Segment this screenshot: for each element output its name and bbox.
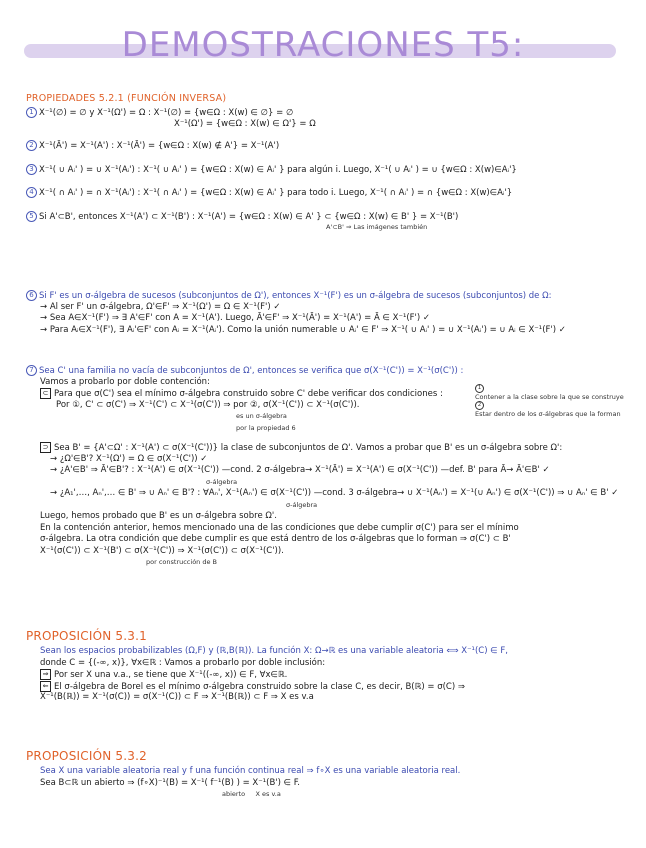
prop-7-intro: Vamos a probarlo por doble contención: xyxy=(40,376,210,387)
prop-531-section xyxy=(26,628,508,704)
prop-531-heading: PROPOSICIÓN 5.3.1 xyxy=(26,629,147,643)
prop-531-line-2: donde C = {(-∞, x)}, ∀x∈ℝ : Vamos a probarlo por doble inclusión: xyxy=(40,657,326,668)
num-1-icon: 1 xyxy=(26,107,37,118)
num-6-icon: 6 xyxy=(26,290,37,301)
num-2-icon: 2 xyxy=(26,140,37,151)
prop-3: 3 X⁻¹( ∪ Aᵢ' ) = ∪ X⁻¹(Aᵢ') : X⁻¹( ∪ Aᵢ' ) = {w∈Ω : X(w) ∈ Aᵢ' } para algún i. Luego, X⁻¹( ∪ Aᵢ' ) = ∪ {w∈Ω : X(w)∈Aᵢ'} xyxy=(26,164,517,176)
prop-5-note: A'⊂B' ⇒ Las imágenes también xyxy=(326,223,428,231)
contention-2: ⊃ Sea B' = {A'⊂Ω' : X⁻¹(A') ⊂ σ(X⁻¹(C'))} la clase de subconjuntos de Ω'. Vamos a probar que B' es un σ-álgebra sobre Ω': xyxy=(26,442,618,454)
num-7-icon: 7 xyxy=(26,365,37,376)
conditions-note xyxy=(475,384,624,418)
prop-532-notes xyxy=(26,789,460,801)
contention-2-note-a: σ-álgebra xyxy=(206,477,238,486)
num-3-icon: 3 xyxy=(26,164,37,175)
prop-6-line-1: → Al ser F' un σ-álgebra, Ω'∈F' ⇒ X⁻¹(Ω') = Ω ∈ X⁻¹(F') ✓ xyxy=(40,301,281,312)
condition-1: 1 Contener a la clase sobre la que se construye xyxy=(475,385,624,401)
supset-box-icon: ⊃ xyxy=(40,442,51,453)
prop-532-line-1: Sea X una variable aleatoria real y f una función continua real ⇒ f∘X es una variable aleatoria real. xyxy=(40,766,461,776)
contention-1-proof: Por ①, C' ⊂ σ(C') ⇒ X⁻¹(C') ⊂ X⁻¹(σ(C')) ⇒ por ②, σ(X⁻¹(C')) ⊂ X⁻¹(σ(C')). xyxy=(56,399,360,410)
condition-2: 2 Estar dentro de los σ-álgebras que la forman xyxy=(475,402,621,418)
circle-1-icon: 1 xyxy=(475,384,484,393)
properties-section xyxy=(26,92,517,234)
contention-1: ⊂ Para que σ(C') sea el mínimo σ-álgebra construido sobre C' debe verificar dos condiciones : xyxy=(26,388,618,400)
contention-2-line-3: → ¿A₁',…, Aₙ',… ∈ B' ⇒ ∪ Aₙ' ∈ B'? : ∀Aₙ', X⁻¹(Aₙ') ∈ σ(X⁻¹(C')) —cond. 3 σ-álgebra→ ∪ X⁻¹(Aₙ') = X⁻¹(∪ Aₙ') ∈ σ(X⁻¹(C')) ⇒ ∪ Aₙ' ∈ B' ✓ xyxy=(50,488,619,498)
prop-7-head: 7 Sea C' una familia no vacía de subconjuntos de Ω', entonces se verifica que σ(X⁻¹(C')) = X⁻¹(σ(C')) : xyxy=(26,365,618,377)
contention-2-line-4: Luego, hemos probado que B' es un σ-álgebra sobre Ω'. xyxy=(40,511,277,521)
prop-531-line-3: ⇒ Por ser X una v.a., se tiene que X⁻¹((-∞, x)) ∈ F, ∀x∈ℝ. xyxy=(26,669,508,681)
num-4-icon: 4 xyxy=(26,187,37,198)
subset-box-icon: ⊂ xyxy=(40,388,51,399)
circle-2-icon: 2 xyxy=(475,401,484,410)
prop-5: 5 Si A'⊂B', entonces X⁻¹(A') ⊂ X⁻¹(B') : X⁻¹(A') = {w∈Ω : X(w) ∈ A' } ⊂ {w∈Ω : X(w) ∈ B' } = X⁻¹(B') xyxy=(26,211,517,223)
prop-532-note-va: X es v.a xyxy=(255,790,281,798)
contention-2-line-2: → ¿A'∈B' ⇒ Ā'∈B'? : X⁻¹(A') ∈ σ(X⁻¹(C')) —cond. 2 σ-álgebra→ X⁻¹(Ā') = X⁻¹(A') ∈ σ(X⁻¹(C')) —def. B' para Ā→ Ā'∈B' ✓ xyxy=(50,465,550,475)
prop-532-note-abierto: abierto xyxy=(222,790,246,798)
prop-531-line-4: ⇐ El σ-álgebra de Borel es el mínimo σ-álgebra construido sobre la clase C, es decir, B(ℝ) = σ(C) ⇒ xyxy=(26,681,508,693)
contention-2-line-5: En la contención anterior, hemos mencionado una de las condiciones que debe cumplir σ(C') para ser el mínimo xyxy=(40,522,519,533)
prop-6-section xyxy=(26,290,566,336)
contention-2-line-6: σ-álgebra. La otra condición que debe cumplir es que está dentro de los σ-álgebras que lo forman ⇒ σ(C') ⊂ B' xyxy=(40,534,511,544)
num-5-icon: 5 xyxy=(26,211,37,222)
prop-6-line-3: → Para Aᵢ∈X⁻¹(F'), ∃ Aᵢ'∈F' con Aᵢ = X⁻¹(Aᵢ'). Como la unión numerable ∪ Aᵢ' ∈ F' ⇒ X⁻¹( ∪ Aᵢ' ) = ∪ X⁻¹(Aᵢ') = ∪ Aᵢ ∈ X⁻¹(F') ✓ xyxy=(40,324,566,335)
implies-box-icon: ⇒ xyxy=(40,669,51,680)
prop-1b: X⁻¹(Ω') = {w∈Ω : X(w) ∈ Ω'} = Ω xyxy=(174,118,316,129)
contention-1-note-a: es un σ-álgebra xyxy=(236,412,287,420)
contention-2-note-c: por construcción de B xyxy=(146,558,218,566)
prop-1a: 1 X⁻¹(∅) = ∅ y X⁻¹(Ω') = Ω : X⁻¹(∅) = {w∈Ω : X(w) ∈ ∅} = ∅ xyxy=(26,107,517,119)
prop-2: 2 X⁻¹(Ā') = X⁻¹(A') : X⁻¹(Ā') = {w∈Ω : X(w) ∉ A'} = X⁻¹(A') xyxy=(26,140,517,152)
implied-box-icon: ⇐ xyxy=(40,681,51,692)
prop-532-section xyxy=(26,748,460,801)
contention-2-line-7: X⁻¹(σ(C')) ⊂ X⁻¹(B') ⊂ σ(X⁻¹(C')) ⇒ X⁻¹(σ(C')) ⊂ σ(X⁻¹(C')). xyxy=(40,545,284,556)
prop-531-line-5: X⁻¹(B(ℝ)) = X⁻¹(σ(C)) = σ(X⁻¹(C)) ⊂ F ⇒ X⁻¹(B(ℝ)) ⊂ F ⇒ X es v.a xyxy=(40,692,314,702)
contention-2-line-1: → ¿Ω'∈B'? X⁻¹(Ω') = Ω ∈ σ(X⁻¹(C')) ✓ xyxy=(50,453,208,464)
contention-2-note-b: σ-álgebra xyxy=(286,500,318,509)
prop-531-line-1: Sean los espacios probabilizables (Ω,F) y (ℝ,B(ℝ)). La función X: Ω→ℝ es una variable aleatoria ⟺ X⁻¹(C) ∈ F, xyxy=(40,646,508,656)
prop-4: 4 X⁻¹( ∩ Aᵢ' ) = ∩ X⁻¹(Aᵢ') : X⁻¹( ∩ Aᵢ' ) = {w∈Ω : X(w) ∈ Aᵢ' } para todo i. Luego, X⁻¹( ∩ Aᵢ' ) = ∩ {w∈Ω : X(w)∈Aᵢ'} xyxy=(26,187,517,199)
prop-532-line-2: Sea B⊂ℝ un abierto ⇒ (f∘X)⁻¹(B) = X⁻¹( f⁻¹(B) ) = X⁻¹(B') ∈ F. xyxy=(40,777,300,788)
properties-heading: PROPIEDADES 5.2.1 (FUNCIÓN INVERSA) xyxy=(26,93,227,104)
page-title: DEMOSTRACIONES T5: xyxy=(121,25,525,65)
prop-6-line-2: → Sea A∈X⁻¹(F') ⇒ ∃ A'∈F' con A = X⁻¹(A'). Luego, Ā'∈F' ⇒ X⁻¹(Ā') = X⁻¹(A') = Ā ∈ X⁻¹(F') ✓ xyxy=(40,313,431,323)
contention-1-note-b: por la propiedad 6 xyxy=(236,423,296,432)
prop-532-heading: PROPOSICIÓN 5.3.2 xyxy=(26,749,147,763)
prop-6-head: 6 Si F' es un σ-álgebra de sucesos (subconjuntos de Ω'), entonces X⁻¹(F') es un σ-álgebra de sucesos (subconjuntos) de Ω: xyxy=(26,290,566,302)
